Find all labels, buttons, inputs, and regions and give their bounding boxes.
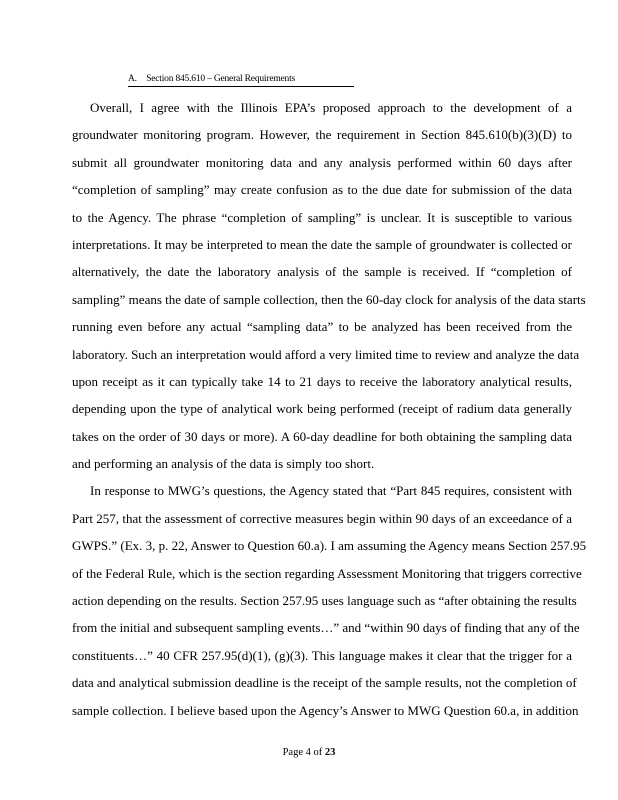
text-line: upon receipt as it can typically take 14 to 21 days to receive the laboratory analytical results, [72,373,572,389]
text-line: sample collection. I believe based upon the Agency’s Answer to MWG Question 60.a, in addition [72,702,579,718]
text-line: depending upon the type of analytical work being performed (receipt of radium data generally [72,401,572,417]
text-line: laboratory. Such an interpretation would afford a very limited time to review and analyze the data [72,346,580,362]
text-line: groundwater monitoring program. However, the requirement in Section 845.610(b)(3)(D) to [72,127,572,143]
text-line: to the Agency. The phrase “completion of sampling” is unclear. It is susceptible to various [72,209,572,225]
section-letter: A. [128,74,137,84]
text-line: action depending on the results. Section 257.95 uses language such as “after obtaining the results [72,593,577,609]
page-of-label: of [313,747,323,758]
text-line: In response to MWG’s questions, the Agency stated that “Part 845 requires, consistent with [90,483,572,499]
text-line: takes on the order of 30 days or more). A 60-day deadline for both obtaining the sampling data [72,428,572,444]
text-line: running even before any actual “sampling data” to be analyzed has been received from the [72,319,572,335]
text-line: and performing an analysis of the data is simply too short. [72,456,375,472]
text-line: from the initial and subsequent sampling events…” and “within 90 days of finding that any of the [72,620,580,636]
text-line: Overall, I agree with the Illinois EPA’s proposed approach to the development of a [90,100,572,115]
body-text [72,94,587,724]
text-line: alternatively, the date the laboratory analysis of the sample is received. If “completion of [72,264,572,280]
page-footer [0,747,618,758]
text-line: “completion of sampling” may create confusion as to the due date for submission of the data [72,182,572,198]
paragraph-2 [72,477,587,724]
text-line: submit all groundwater monitoring data and any analysis performed within 60 days after [72,154,572,170]
text-line: data and analytical submission deadline is the receipt of the sample results, not the completion of [72,675,577,691]
text-line: GWPS.” (Ex. 3, p. 22, Answer to Question 60.a). I am assuming the Agency means Section 257.95 [72,538,587,554]
paragraph-1 [72,94,586,477]
page-total: 23 [324,747,336,758]
text-line: constituents…” 40 CFR 257.95(d)(1), (g)(3). This language makes it clear that the trigger for a [72,647,572,663]
page-number: 4 [305,747,311,758]
page-label: Page [282,747,304,758]
text-line: interpretations. It may be interpreted to mean the date the sample of groundwater is collected or [72,236,572,252]
text-line: of the Federal Rule, which is the section regarding Assessment Monitoring that triggers corrective [72,565,582,581]
text-line: Part 257, that the assessment of corrective measures begin within 90 days of an exceedance of a [72,510,572,526]
section-title: Section 845.610 – General Requirements [146,74,296,84]
text-line: sampling” means the date of sample collection, then the 60-day clock for analysis of the data starts [72,291,586,307]
section-heading [128,72,354,87]
